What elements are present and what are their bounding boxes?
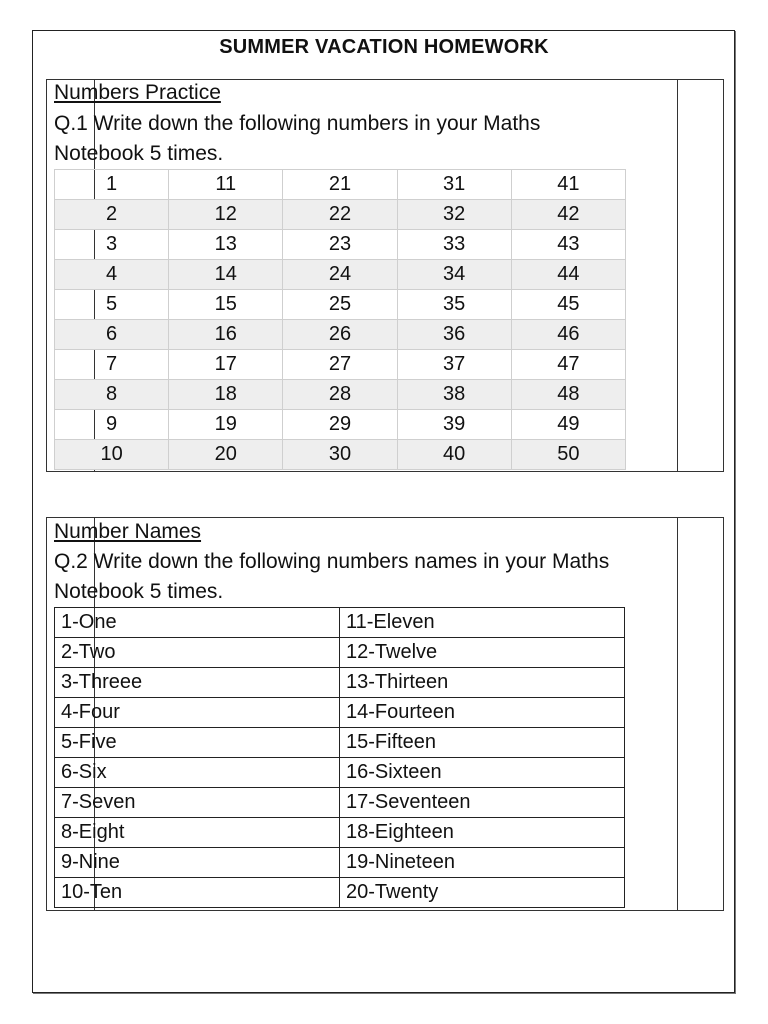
- page-title: SUMMER VACATION HOMEWORK: [219, 36, 549, 58]
- table-row: [55, 878, 625, 908]
- table-row: [55, 170, 626, 200]
- table-row: [55, 818, 625, 848]
- table-cell: 41: [511, 170, 625, 200]
- table-cell: 38: [397, 380, 511, 410]
- table-cell: 1-One: [55, 608, 340, 638]
- table-cell: 7: [55, 350, 169, 380]
- table-cell: 35: [397, 290, 511, 320]
- table-cell: 15: [169, 290, 283, 320]
- table-cell: 1: [55, 170, 169, 200]
- table-cell: 12: [169, 200, 283, 230]
- table-cell: 3-Threee: [55, 668, 340, 698]
- table-cell: 12-Twelve: [340, 638, 625, 668]
- table-cell: 11-Eleven: [340, 608, 625, 638]
- table-cell: 18: [169, 380, 283, 410]
- numbers-table: [54, 169, 626, 470]
- table-cell: 8-Eight: [55, 818, 340, 848]
- table-cell: 46: [511, 320, 625, 350]
- table-cell: 36: [397, 320, 511, 350]
- table-cell: 47: [511, 350, 625, 380]
- table-cell: 17: [169, 350, 283, 380]
- table-cell: 4: [55, 260, 169, 290]
- table-cell: 5: [55, 290, 169, 320]
- table-row: [55, 698, 625, 728]
- table-cell: 21: [283, 170, 397, 200]
- table-cell: 48: [511, 380, 625, 410]
- table-row: [55, 290, 626, 320]
- table-cell: 29: [283, 410, 397, 440]
- table-row: [55, 668, 625, 698]
- table-cell: 16-Sixteen: [340, 758, 625, 788]
- table-cell: 20: [169, 440, 283, 470]
- table-cell: 13-Thirteen: [340, 668, 625, 698]
- table-cell: 33: [397, 230, 511, 260]
- table-row: [55, 230, 626, 260]
- table-cell: 3: [55, 230, 169, 260]
- table-cell: 7-Seven: [55, 788, 340, 818]
- section-right-divider: [677, 80, 678, 471]
- table-row: [55, 320, 626, 350]
- table-cell: 11: [169, 170, 283, 200]
- table-cell: 27: [283, 350, 397, 380]
- table-cell: 9-Nine: [55, 848, 340, 878]
- table-cell: 24: [283, 260, 397, 290]
- number-names-heading: Number Names: [54, 520, 202, 543]
- table-row: [55, 350, 626, 380]
- table-cell: 31: [397, 170, 511, 200]
- section-right-divider: [677, 518, 678, 910]
- table-cell: 6: [55, 320, 169, 350]
- table-cell: 37: [397, 350, 511, 380]
- table-cell: 39: [397, 410, 511, 440]
- table-cell: 30: [283, 440, 397, 470]
- number-names-table: [54, 607, 625, 908]
- number-names-question: Q.2 Write down the following numbers names in your Maths Notebook 5 times.: [54, 550, 610, 603]
- table-cell: 34: [397, 260, 511, 290]
- table-row: [55, 788, 625, 818]
- table-cell: 2: [55, 200, 169, 230]
- table-cell: 19-Nineteen: [340, 848, 625, 878]
- table-cell: 2-Two: [55, 638, 340, 668]
- table-cell: 10: [55, 440, 169, 470]
- table-cell: 5-Five: [55, 728, 340, 758]
- table-row: [55, 758, 625, 788]
- table-cell: 10-Ten: [55, 878, 340, 908]
- table-cell: 22: [283, 200, 397, 230]
- table-cell: 19: [169, 410, 283, 440]
- table-cell: 9: [55, 410, 169, 440]
- table-row: [55, 200, 626, 230]
- table-cell: 26: [283, 320, 397, 350]
- table-cell: 32: [397, 200, 511, 230]
- table-row: [55, 380, 626, 410]
- table-cell: 45: [511, 290, 625, 320]
- table-row: [55, 728, 625, 758]
- table-cell: 15-Fifteen: [340, 728, 625, 758]
- table-row: [55, 608, 625, 638]
- numbers-table-body: [55, 170, 626, 470]
- table-cell: 18-Eighteen: [340, 818, 625, 848]
- table-cell: 16: [169, 320, 283, 350]
- table-cell: 28: [283, 380, 397, 410]
- table-cell: 17-Seventeen: [340, 788, 625, 818]
- table-cell: 50: [511, 440, 625, 470]
- table-cell: 25: [283, 290, 397, 320]
- table-cell: 8: [55, 380, 169, 410]
- table-row: [55, 638, 625, 668]
- table-cell: 42: [511, 200, 625, 230]
- table-cell: 40: [397, 440, 511, 470]
- table-cell: 49: [511, 410, 625, 440]
- number-names-table-body: [55, 608, 625, 908]
- table-cell: 23: [283, 230, 397, 260]
- table-row: [55, 440, 626, 470]
- table-cell: 43: [511, 230, 625, 260]
- table-cell: 4-Four: [55, 698, 340, 728]
- table-cell: 14: [169, 260, 283, 290]
- table-cell: 44: [511, 260, 625, 290]
- table-cell: 14-Fourteen: [340, 698, 625, 728]
- table-row: [55, 260, 626, 290]
- numbers-practice-question: Q.1 Write down the following numbers in your Maths Notebook 5 times.: [54, 112, 541, 165]
- table-row: [55, 410, 626, 440]
- table-cell: 6-Six: [55, 758, 340, 788]
- numbers-practice-heading: Numbers Practice: [54, 81, 221, 104]
- table-cell: 13: [169, 230, 283, 260]
- table-row: [55, 848, 625, 878]
- table-cell: 20-Twenty: [340, 878, 625, 908]
